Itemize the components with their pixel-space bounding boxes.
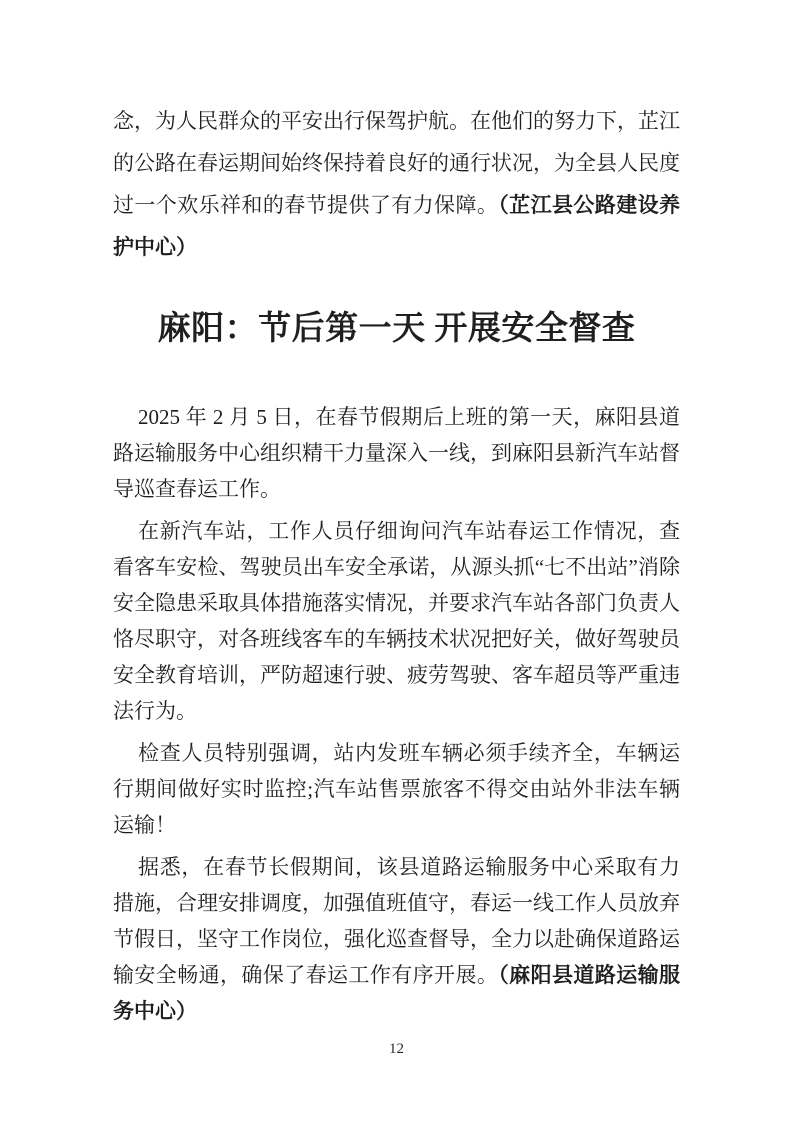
continuation-text: 念，为人民群众的平安出行保驾护航。在他们的努力下，芷江的公路在春运期间始终保持着良好的通行状况，为全县人民度过一个欢乐祥和的春节提供了有力保障。 <box>113 109 680 217</box>
continuation-signature: （芷江县公路建设养护中心） <box>113 193 681 259</box>
article-title: 麻阳：节后第一天 开展安全督查 <box>157 311 636 347</box>
article-paragraph-2: 在新汽车站，工作人员仔细询问汽车站春运工作情况，查看客车安检、驾驶员出车安全承诺，从源头抓“七不出站”消除安全隐患采取具体措施落实情况，并要求汽车站各部门负责人恪尽职守，对各班线客车的车辆技术状况把好关，做好驾驶员安全教育培训，严防超速行驶、疲劳驾驶、客车超员等严重违法行为。 <box>113 519 680 723</box>
article-signature: （麻阳县道路运输服务中心） <box>113 963 681 1023</box>
page-footer <box>0 1040 793 1058</box>
page-content-column <box>113 0 680 1035</box>
article-paragraph-4-text: 据悉，在春节长假期间，该县道路运输服务中心采取有力措施，合理安排调度，加强值班值守，春运一线工作人员放弃节假日，坚守工作岗位，强化巡查督导，全力以赴确保道路运输安全畅通，确保了春运工作有序开展。 <box>113 855 680 987</box>
page-number: 12 <box>389 1041 404 1057</box>
article-paragraph-1: 2025 年 2 月 5 日，在春节假期后上班的第一天，麻阳县道路运输服务中心组织精干力量深入一线，到麻阳县新汽车站督导巡查春运工作。 <box>113 405 680 501</box>
article-paragraph-3: 检查人员特别强调，站内发班车辆必须手续齐全，车辆运行期间做好实时监控;汽车站售票旅客不得交由站外非法车辆运输！ <box>113 741 680 837</box>
continuation-paragraph <box>113 0 680 268</box>
article-paragraph-4 <box>113 849 680 1029</box>
